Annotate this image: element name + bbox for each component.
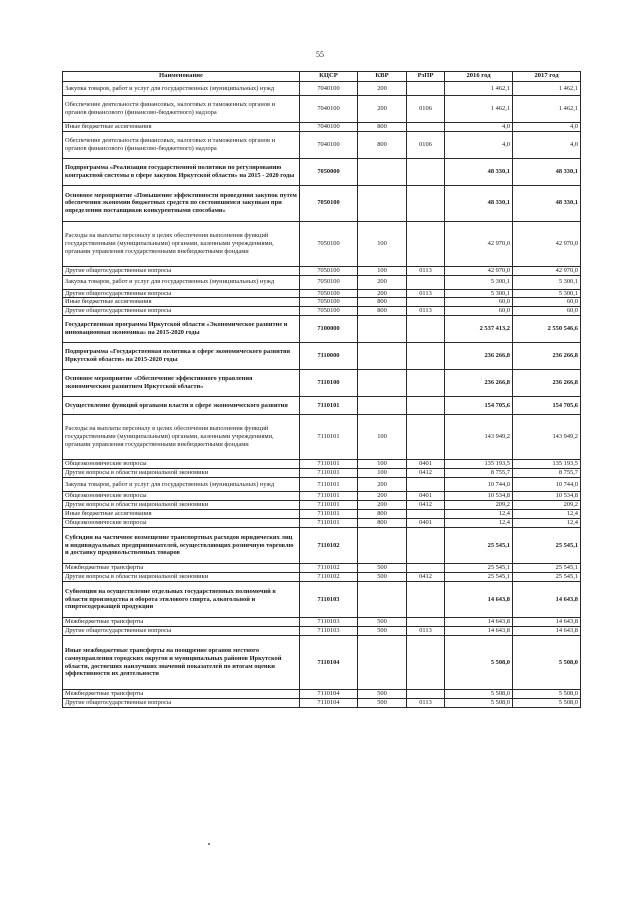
cell-kcsr: 7110100 [300,370,358,397]
header-kvr: КВР [358,72,407,82]
table-row [63,501,581,510]
table-row [63,275,581,289]
cell-2017: 8 755,7 [513,469,581,478]
cell-name: Иные межбюджетные трансферты на поощрение органов местного самоуправления городских округов и муниципальных районов Иркутской области, достигших наилучших значений показателей по итогам оценки эффективности их деятельности [63,636,300,690]
cell-kcsr: 7110101 [300,501,358,510]
cell-2017: 14 643,8 [513,627,581,636]
cell-rzpr [407,478,445,492]
cell-kvr [358,397,407,415]
cell-kcsr: 7100000 [300,316,358,343]
header-name: Наименование [63,72,300,82]
cell-name: Другие общегосударственные вопросы [63,627,300,636]
cell-kvr: 500 [358,618,407,627]
cell-kvr: 200 [358,492,407,501]
cell-rzpr: 0412 [407,573,445,582]
cell-rzpr [407,158,445,185]
cell-rzpr [407,415,445,460]
cell-2016: 1 462,1 [445,82,513,96]
cell-2017: 154 705,6 [513,397,581,415]
table-row [63,528,581,564]
cell-rzpr: 0113 [407,266,445,275]
cell-kcsr: 7040100 [300,82,358,96]
cell-2016: 4,0 [445,131,513,158]
table-row [63,415,581,460]
cell-rzpr [407,636,445,690]
cell-2017: 5 508,0 [513,699,581,708]
cell-2017: 5 508,0 [513,690,581,699]
cell-kvr: 200 [358,82,407,96]
cell-2017: 48 330,1 [513,185,581,221]
cell-2016: 42 970,0 [445,221,513,266]
cell-2017: 5 300,1 [513,289,581,298]
cell-rzpr [407,343,445,370]
cell-2016: 12,4 [445,519,513,528]
cell-rzpr: 0401 [407,519,445,528]
cell-name: Основное мероприятие «Обеспечение эффективного управления экономическим развитием Иркутской области» [63,370,300,397]
cell-kvr: 200 [358,96,407,123]
cell-2016: 14 643,8 [445,627,513,636]
cell-name: Иные бюджетные ассигнования [63,123,300,132]
cell-name: Расходы на выплаты персоналу в целях обеспечения выполнения функций государственными (муниципальными) органами, казенными учреждениями, органами управления государственными внебюджетными фондами [63,221,300,266]
cell-kcsr: 7050100 [300,266,358,275]
cell-kcsr: 7110102 [300,573,358,582]
cell-name: Осуществление функций органами власти в сфере экономического развития [63,397,300,415]
cell-name: Общеэкономические вопросы [63,460,300,469]
cell-kcsr: 7110104 [300,690,358,699]
cell-2016: 60,0 [445,307,513,316]
cell-2016: 154 705,6 [445,397,513,415]
cell-rzpr: 0412 [407,501,445,510]
cell-2016: 236 266,8 [445,343,513,370]
cell-2016: 60,0 [445,298,513,307]
cell-2016: 5 300,1 [445,275,513,289]
cell-kvr: 800 [358,123,407,132]
cell-kcsr: 7110103 [300,627,358,636]
cell-name: Подпрограмма «Реализация государственной политики по регулированию контрактной системы в сфере закупок Иркутской области» на 2015 - 2020 годы [63,158,300,185]
cell-2017: 135 193,5 [513,460,581,469]
cell-2016: 14 643,8 [445,618,513,627]
cell-kcsr: 7050100 [300,221,358,266]
cell-name: Иные бюджетные ассигнования [63,510,300,519]
cell-rzpr: 0412 [407,469,445,478]
header-year-2017: 2017 год [513,72,581,82]
cell-rzpr [407,397,445,415]
cell-kvr: 500 [358,573,407,582]
cell-rzpr [407,370,445,397]
cell-name: Государственная программа Иркутской области «Экономическое развитие и инновационная экономика» на 2015-2020 годы [63,316,300,343]
cell-rzpr [407,510,445,519]
cell-kvr: 100 [358,415,407,460]
cell-2016: 135 193,5 [445,460,513,469]
cell-name: Общеэкономические вопросы [63,492,300,501]
cell-kvr: 200 [358,501,407,510]
cell-kcsr: 7110101 [300,519,358,528]
cell-2016: 42 970,0 [445,266,513,275]
cell-rzpr [407,564,445,573]
cell-2017: 60,0 [513,307,581,316]
cell-2016: 10 534,8 [445,492,513,501]
cell-kvr: 500 [358,699,407,708]
cell-2017: 2 550 546,6 [513,316,581,343]
cell-2016: 236 266,8 [445,370,513,397]
header-kcsr: КЦСР [300,72,358,82]
cell-2016: 1 462,1 [445,96,513,123]
page-number: 55 [316,50,324,59]
cell-kvr [358,370,407,397]
cell-rzpr [407,221,445,266]
table-row [63,478,581,492]
cell-kvr: 200 [358,289,407,298]
table-row [63,123,581,132]
cell-name: Другие общегосударственные вопросы [63,699,300,708]
cell-2017: 5 300,1 [513,275,581,289]
cell-kvr: 500 [358,627,407,636]
cell-name: Закупка товаров, работ и услуг для государственных (муниципальных) нужд [63,478,300,492]
cell-rzpr: 0113 [407,307,445,316]
cell-kvr: 800 [358,298,407,307]
cell-name: Межбюджетные трансферты [63,618,300,627]
cell-kvr [358,582,407,618]
cell-kcsr: 7050100 [300,298,358,307]
cell-kcsr: 7050100 [300,275,358,289]
cell-kcsr: 7110101 [300,469,358,478]
table-row [63,343,581,370]
header-year-2016: 2016 год [445,72,513,82]
cell-name: Расходы на выплаты персоналу в целях обеспечения выполнения функций государственными (муниципальными) органами, казенными учреждениями, органами управления государственными внебюджетными фондами [63,415,300,460]
cell-2017: 25 545,1 [513,564,581,573]
cell-2017: 236 266,8 [513,370,581,397]
cell-kcsr: 7110103 [300,582,358,618]
table-row [63,158,581,185]
cell-name: Основное мероприятие «Повышение эффективности проведения закупок путем обеспечения экономии бюджетных средств по состоявшимся закупкам при определении поставщиков конкурентными способами» [63,185,300,221]
table-row [63,370,581,397]
cell-2016: 2 537 413,2 [445,316,513,343]
cell-rzpr: 0401 [407,460,445,469]
cell-rzpr: 0106 [407,96,445,123]
cell-2016: 48 330,1 [445,158,513,185]
cell-name: Субсидии на частичное возмещение транспортных расходов юридических лиц и индивидуальных предпринимателей, осуществляющих розничную торговлю и доставку продовольственных товаров [63,528,300,564]
cell-2016: 25 545,1 [445,528,513,564]
table-row [63,582,581,618]
cell-rzpr [407,123,445,132]
cell-2016: 5 508,0 [445,690,513,699]
header-rzpr: РзПР [407,72,445,82]
table-header-row [63,72,581,82]
cell-rzpr [407,690,445,699]
cell-name: Обеспечение деятельности финансовых, налоговых и таможенных органов и органов финансового (финансово-бюджетного) надзора [63,131,300,158]
cell-name: Другие общегосударственные вопросы [63,289,300,298]
cell-kvr: 100 [358,460,407,469]
cell-2017: 14 643,8 [513,618,581,627]
cell-2017: 1 462,1 [513,82,581,96]
cell-rzpr: 0113 [407,289,445,298]
budget-table [62,71,581,708]
cell-name: Межбюджетные трансферты [63,690,300,699]
table-row [63,564,581,573]
cell-rzpr [407,618,445,627]
cell-name: Подпрограмма «Государственная политика в сфере экономического развития Иркутской области» на 2015-2020 годы [63,343,300,370]
cell-name: Другие общегосударственные вопросы [63,307,300,316]
cell-kcsr: 7040100 [300,131,358,158]
cell-2017: 236 266,8 [513,343,581,370]
cell-2017: 48 330,1 [513,158,581,185]
cell-2017: 12,4 [513,519,581,528]
cell-2017: 5 508,0 [513,636,581,690]
cell-kvr: 500 [358,690,407,699]
cell-2017: 209,2 [513,501,581,510]
cell-rzpr [407,528,445,564]
table-row [63,618,581,627]
cell-rzpr: 0401 [407,492,445,501]
cell-2016: 8 755,7 [445,469,513,478]
cell-rzpr [407,298,445,307]
table-row [63,185,581,221]
table-row [63,573,581,582]
cell-kcsr: 7110102 [300,564,358,573]
cell-kcsr: 7110101 [300,415,358,460]
cell-kvr: 200 [358,478,407,492]
cell-kvr: 800 [358,510,407,519]
cell-rzpr: 0106 [407,131,445,158]
cell-2016: 14 643,8 [445,582,513,618]
cell-kcsr: 7110101 [300,460,358,469]
table-row [63,96,581,123]
cell-rzpr [407,582,445,618]
table-row [63,82,581,96]
cell-kvr: 800 [358,307,407,316]
cell-2016: 5 508,0 [445,699,513,708]
table-row [63,510,581,519]
cell-kvr [358,636,407,690]
table-row [63,221,581,266]
cell-2017: 25 545,1 [513,528,581,564]
table-row [63,460,581,469]
table-row [63,519,581,528]
cell-2017: 1 462,1 [513,96,581,123]
cell-2016: 5 300,1 [445,289,513,298]
cell-kvr [358,316,407,343]
cell-rzpr [407,185,445,221]
cell-kvr: 100 [358,221,407,266]
table-row [63,131,581,158]
cell-2016: 12,4 [445,510,513,519]
cell-2017: 60,0 [513,298,581,307]
table-row [63,627,581,636]
table-row [63,289,581,298]
table-row [63,636,581,690]
cell-rzpr: 0113 [407,627,445,636]
cell-kvr [358,528,407,564]
cell-name: Другие вопросы в области национальной экономики [63,573,300,582]
cell-kvr: 200 [358,275,407,289]
cell-kvr [358,158,407,185]
table-body [63,82,581,708]
table-row [63,469,581,478]
cell-name: Межбюджетные трансферты [63,564,300,573]
cell-kcsr: 7110102 [300,528,358,564]
table-row [63,397,581,415]
cell-2016: 143 949,2 [445,415,513,460]
cell-kcsr: 7110101 [300,492,358,501]
cell-2017: 42 970,0 [513,221,581,266]
cell-kcsr: 7110103 [300,618,358,627]
table-row [63,298,581,307]
cell-name: Общеэкономические вопросы [63,519,300,528]
cell-2017: 12,4 [513,510,581,519]
cell-2016: 48 330,1 [445,185,513,221]
table-row [63,690,581,699]
cell-name: Субвенции на осуществление отдельных государственных полномочий в области производства и оборота этилового спирта, алкогольной и спиртосодержащей продукции [63,582,300,618]
cell-name: Закупка товаров, работ и услуг для государственных (муниципальных) нужд [63,275,300,289]
cell-2017: 14 643,8 [513,582,581,618]
cell-kcsr: 7050100 [300,307,358,316]
cell-kcsr: 7050100 [300,289,358,298]
cell-name: Обеспечение деятельности финансовых, налоговых и таможенных органов и органов финансового (финансово-бюджетного) надзора [63,96,300,123]
cell-2017: 4,0 [513,123,581,132]
cell-kvr [358,343,407,370]
cell-name: Закупка товаров, работ и услуг для государственных (муниципальных) нужд [63,82,300,96]
cell-2016: 25 545,1 [445,564,513,573]
cell-rzpr [407,275,445,289]
cell-kvr: 800 [358,519,407,528]
cell-kcsr: 7040100 [300,96,358,123]
table-row [63,307,581,316]
table-row [63,699,581,708]
cell-2016: 25 545,1 [445,573,513,582]
cell-2016: 10 744,0 [445,478,513,492]
cell-kvr: 100 [358,469,407,478]
cell-rzpr: 0113 [407,699,445,708]
table-row [63,492,581,501]
cell-2017: 143 949,2 [513,415,581,460]
cell-2016: 209,2 [445,501,513,510]
cell-kvr: 100 [358,266,407,275]
cell-name: Иные бюджетные ассигнования [63,298,300,307]
cell-kcsr: 7110104 [300,699,358,708]
cell-kcsr: 7110104 [300,636,358,690]
cell-2017: 10 534,8 [513,492,581,501]
cell-kcsr: 7110101 [300,397,358,415]
cell-rzpr [407,82,445,96]
cell-2016: 5 508,0 [445,636,513,690]
cell-kcsr: 7040100 [300,123,358,132]
cell-kcsr: 7110000 [300,343,358,370]
cell-name: Другие вопросы в области национальной экономики [63,469,300,478]
cell-2017: 25 545,1 [513,573,581,582]
cell-name: Другие общегосударственные вопросы [63,266,300,275]
cell-kvr: 500 [358,564,407,573]
cell-2017: 10 744,0 [513,478,581,492]
cell-kcsr: 7050000 [300,158,358,185]
cell-kvr: 800 [358,131,407,158]
cell-2017: 4,0 [513,131,581,158]
cell-name: Другие вопросы в области национальной экономики [63,501,300,510]
cell-2017: 42 970,0 [513,266,581,275]
cell-kcsr: 7110101 [300,510,358,519]
cell-2016: 4,0 [445,123,513,132]
scan-dot-mark [208,843,210,845]
cell-kcsr: 7050100 [300,185,358,221]
table-row [63,316,581,343]
cell-rzpr [407,316,445,343]
cell-kvr [358,185,407,221]
cell-kcsr: 7110101 [300,478,358,492]
table-row [63,266,581,275]
